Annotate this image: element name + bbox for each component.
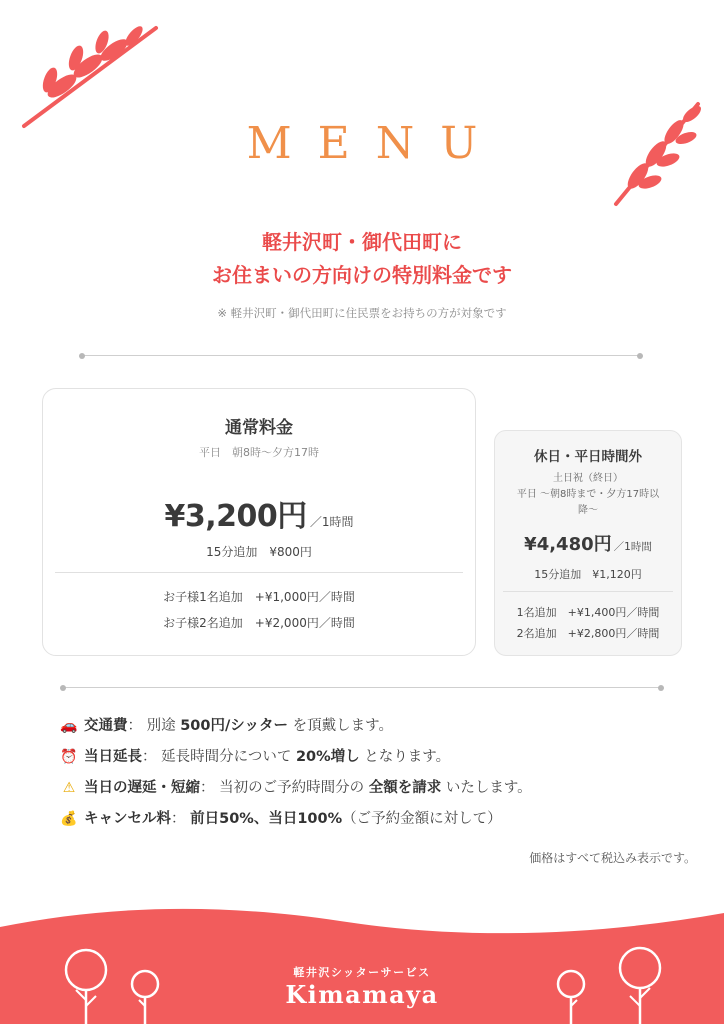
holiday-plan-card xyxy=(494,430,682,656)
tax-note: 価格はすべて税込み表示です。 xyxy=(529,851,696,865)
holiday-plan-title: 休日・平日時間外 xyxy=(534,449,642,465)
holiday-plan-child-fee-1: 1名追加 +¥1,400円／時間 xyxy=(516,606,660,619)
policy-transport: 🚗 交通費： 別途 500円/シッター を頂戴します。 xyxy=(60,718,393,734)
holiday-plan-extension: 15分追加 ¥1,120円 xyxy=(534,568,642,581)
policy-emphasis: 20%増し xyxy=(295,749,360,765)
car-icon: 🚗 xyxy=(60,718,78,734)
divider-top xyxy=(82,355,640,356)
standard-plan-child-fee-1: お子様1名追加 +¥1,000円／時間 xyxy=(163,590,355,604)
holiday-plan-hours-2: 平日 〜朝8時まで・夕方17時以 xyxy=(516,489,660,500)
policy-delay-shortening: ⚠ 当日の遅延・短縮： 当初のご予約時間分の 全額を請求 いたします。 xyxy=(60,776,532,797)
policy-text: 当初のご予約時間分の xyxy=(219,780,365,796)
standard-plan-price: ¥3,200円 xyxy=(164,499,307,534)
holiday-plan-hours-1: 土日祝（終日） xyxy=(553,473,623,484)
leaf-branch-top-left-icon xyxy=(18,22,160,130)
policy-cancellation: 💰 キャンセル料： 前日50%、当日100%（ご予約金額に対して） xyxy=(60,811,502,827)
page-title: MENU xyxy=(246,118,504,169)
policy-emphasis: 500円/シッター xyxy=(180,718,288,734)
policy-text: となります。 xyxy=(364,749,451,765)
standard-plan-extension: 15分追加 ¥800円 xyxy=(206,545,312,559)
alarm-clock-icon: ⏰ xyxy=(60,749,78,765)
footer-brand-name: Kimamaya xyxy=(285,980,439,1009)
policy-text: （ご予約金額に対して） xyxy=(342,811,502,827)
holiday-plan-child-fee-2: 2名追加 +¥2,800円／時間 xyxy=(516,627,660,640)
policy-label: 当日の遅延・短縮 xyxy=(84,780,200,796)
policy-text: いたします。 xyxy=(445,780,532,796)
eligibility-note: ※ 軽井沢町・御代田町に住民票をお持ちの方が対象です xyxy=(217,306,507,320)
policy-text: 別途 xyxy=(146,718,176,734)
headline-line-1: 軽井沢町・御代田町に xyxy=(262,230,462,254)
standard-plan-unit: ／1時間 xyxy=(309,515,354,529)
standard-plan-card xyxy=(42,388,476,656)
footer-subtitle: 軽井沢シッターサービス xyxy=(293,966,431,979)
money-bag-icon: 💰 xyxy=(60,811,78,827)
warning-icon: ⚠ xyxy=(62,780,76,796)
standard-plan-hours: 平日 朝8時〜夕方17時 xyxy=(199,446,319,459)
standard-plan-child-fee-2: お子様2名追加 +¥2,000円／時間 xyxy=(163,616,355,630)
policy-label: 当日延長 xyxy=(84,749,142,765)
standard-plan-title: 通常料金 xyxy=(225,418,293,438)
holiday-plan-hours-3: 降〜 xyxy=(578,505,598,516)
headline-line-2: お住まいの方向けの特別料金です xyxy=(212,263,512,287)
policy-label: キャンセル料 xyxy=(84,811,171,827)
policy-emphasis: 全額を請求 xyxy=(368,780,442,796)
holiday-plan-separator xyxy=(503,591,673,592)
holiday-plan-price: ¥4,480円 xyxy=(524,534,612,555)
standard-plan-price-row xyxy=(43,491,475,535)
holiday-plan-price-row xyxy=(495,530,681,556)
divider-middle xyxy=(63,687,661,688)
policy-text: 延長時間分について xyxy=(161,749,292,765)
policy-text: を頂戴します。 xyxy=(292,718,393,734)
standard-plan-separator xyxy=(55,572,463,573)
holiday-plan-unit: ／1時間 xyxy=(613,541,652,553)
policy-label: 交通費 xyxy=(84,718,128,734)
policy-emphasis: 前日50%、当日100% xyxy=(190,811,343,827)
policy-same-day-extension: ⏰ 当日延長： 延長時間分について 20%増し となります。 xyxy=(60,749,451,765)
